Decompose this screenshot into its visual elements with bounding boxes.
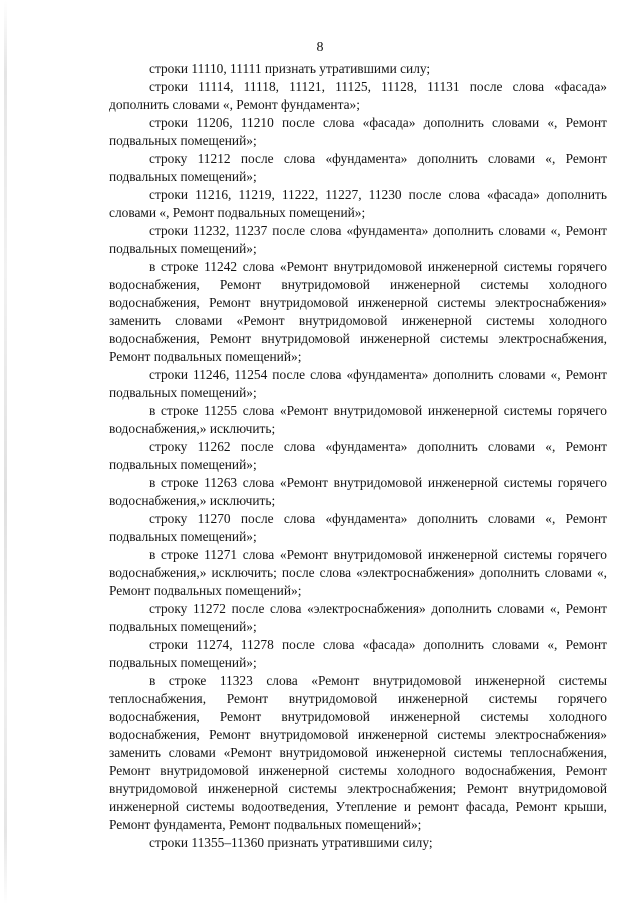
- paragraph: строки 11114, 11118, 11121, 11125, 11128, 11131 после слова «фасада» дополнить словами «, Ремонт фундамента»;: [109, 79, 607, 112]
- paragraph: строки 11355–11360 признать утратившими силу;: [149, 835, 433, 850]
- paragraph: строки 11274, 11278 после слова «фасада» дополнить словами «, Ремонт подвальных помещений»;: [109, 637, 607, 670]
- paragraph: в строке 11242 слова «Ремонт внутридомовой инженерной системы горячего водоснабжения, Ремонт внутридомовой инженерной системы холодного водоснабжения, Ремонт внутридомовой инженерной системы электроснабжения» заменить словами «Ремонт внутридомовой инженерной системы холодного водоснабжения, Ремонт внутридомовой инженерной системы электроснабжения, Ремонт подвальных помещений»;: [109, 259, 607, 364]
- paragraph: в строке 11263 слова «Ремонт внутридомовой инженерной системы горячего водоснабжения,» исключить;: [109, 475, 607, 508]
- paragraph: в строке 11271 слова «Ремонт внутридомовой инженерной системы горячего водоснабжения,» исключить; после слова «электроснабжения» дополнить словами «, Ремонт подвальных помещений»;: [109, 547, 607, 598]
- paragraph: строки 11216, 11219, 11222, 11227, 11230 после слова «фасада» дополнить словами «, Ремонт подвальных помещений»;: [109, 187, 607, 220]
- paragraph: в строке 11323 слова «Ремонт внутридомовой инженерной системы теплоснабжения, Ремонт внутридомовой инженерной системы горячего водоснабжения, Ремонт внутридомовой инженерной системы холодного водоснабжения, Ремонт внутридомовой инженерной системы электроснабжения» заменить словами «Ремонт внутридомовой инженерной системы теплоснабжения, Ремонт внутридомовой инженерной системы холодного водоснабжения, Ремонт внутридомовой инженерной системы электроснабжения; Ремонт внутридомовой инженерной системы водоотведения, Утепление и ремонт фасада, Ремонт крыши, Ремонт фундамента, Ремонт подвальных помещений»;: [109, 673, 607, 832]
- scan-edge-shadow: [4, 0, 7, 905]
- paragraph: строку 11262 после слова «фундамента» дополнить словами «, Ремонт подвальных помещений»;: [109, 439, 607, 472]
- paragraph: строку 11272 после слова «электроснабжения» дополнить словами «, Ремонт подвальных помещений»;: [109, 601, 607, 634]
- paragraph: строку 11270 после слова «фундамента» дополнить словами «, Ремонт подвальных помещений»;: [109, 511, 607, 544]
- paragraph: в строке 11255 слова «Ремонт внутридомовой инженерной системы горячего водоснабжения,» исключить;: [109, 403, 607, 436]
- document-body: [109, 60, 607, 852]
- paragraph: строку 11212 после слова «фундамента» дополнить словами «, Ремонт подвальных помещений»;: [109, 151, 607, 184]
- paragraph: строки 11232, 11237 после слова «фундамента» дополнить словами «, Ремонт подвальных помещений»;: [109, 223, 607, 256]
- paragraph: строки 11206, 11210 после слова «фасада» дополнить словами «, Ремонт подвальных помещений»;: [109, 115, 607, 148]
- page-number: 8: [316, 40, 324, 55]
- paragraph: строки 11110, 11111 признать утратившими силу;: [149, 61, 431, 76]
- paragraph: строки 11246, 11254 после слова «фундамента» дополнить словами «, Ремонт подвальных помещений»;: [109, 367, 607, 400]
